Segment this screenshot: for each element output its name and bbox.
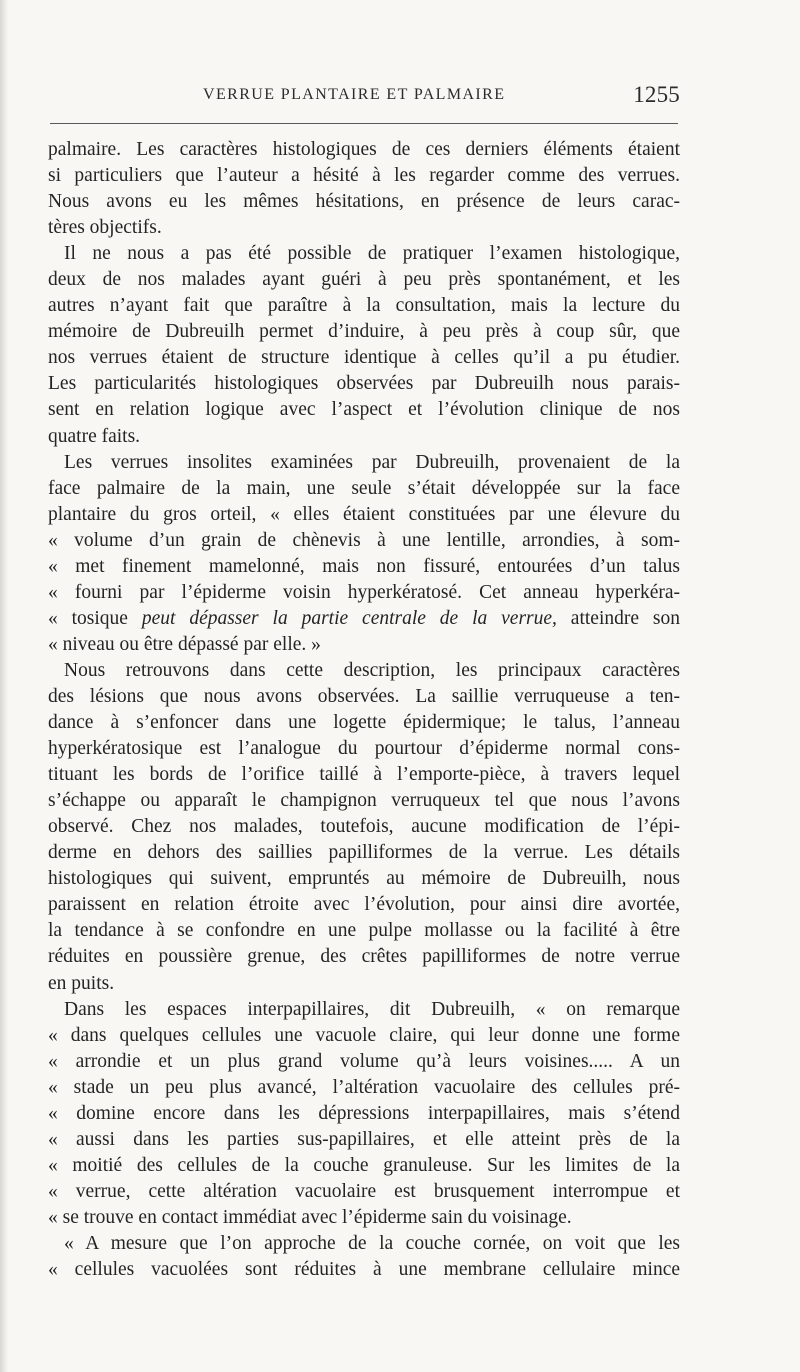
- text-line: quatre faits.: [48, 425, 141, 447]
- text-line: « volume d’un grain de chènevis à une lentille, arrondies, à som-: [48, 529, 680, 551]
- text-line: dance à s’enfoncer dans une logette épidermique; le talus, l’anneau: [48, 712, 680, 734]
- text-line: nos verrues étaient de structure identique à celles qu’il a pu étudier.: [48, 347, 680, 369]
- italic-quote: peut dépasser la partie centrale de la verrue,: [141, 607, 557, 629]
- text-line: sent en relation logique avec l’aspect et l’évolution clinique de nos: [48, 399, 680, 421]
- text-line: « dans quelques cellules une vacuole claire, qui leur donne une forme: [48, 1024, 680, 1046]
- text-line: palmaire. Les caractères histologiques de ces derniers éléments étaient: [48, 139, 680, 160]
- text-line: « stade un peu plus avancé, l’altération vacuolaire des cellules pré-: [48, 1076, 680, 1098]
- page-number: 1255: [633, 82, 680, 107]
- text-line: « niveau ou être dépassé par elle. »: [48, 633, 321, 655]
- text-line: « verrue, cette altération vacuolaire est brusquement interrompue et: [48, 1180, 680, 1202]
- scan-edge: [0, 0, 8, 1372]
- text-line: Les particularités histologiques observées par Dubreuilh nous parais-: [48, 373, 680, 395]
- text-line: derme en dehors des saillies papilliformes de la verrue. Les détails: [48, 842, 680, 864]
- text-line: hyperkératosique est l’analogue du pourtour d’épiderme normal cons-: [48, 738, 680, 760]
- text-line: « domine encore dans les dépressions interpapillaires, mais s’étend: [48, 1102, 680, 1124]
- text-line: « moitié des cellules de la couche granuleuse. Sur les limites de la: [48, 1154, 680, 1176]
- text-line: tituant les bords de l’orifice taillé à l’emporte-pièce, à travers lequel: [48, 764, 680, 786]
- text-line: s’échappe ou apparaît le champignon verruqueux tel que nous l’avons: [48, 790, 680, 812]
- text-line: en puits.: [48, 972, 115, 994]
- text-line: tères objectifs.: [48, 217, 162, 239]
- text-line: deux de nos malades ayant guéri à peu près spontanément, et les: [48, 269, 680, 291]
- body-text: [48, 137, 680, 1283]
- text-line: Nous retrouvons dans cette description, les principaux caractères: [64, 659, 680, 681]
- text-line-with-italic: [48, 606, 680, 632]
- text-line: « cellules vacuolées sont réduites à une membrane cellulaire mince: [48, 1259, 680, 1281]
- text-line: histologiques qui suivent, empruntés au mémoire de Dubreuilh, nous: [48, 868, 680, 890]
- text-line: « met finement mamelonné, mais non fissuré, entourées d’un talus: [48, 555, 680, 577]
- text-line: plantaire du gros orteil, « elles étaient constituées par une élevure du: [48, 503, 680, 525]
- text-line: paraissent en relation étroite avec l’évolution, pour ainsi dire avortée,: [48, 894, 680, 916]
- text-line: des lésions que nous avons observées. La saillie verruqueuse a ten-: [48, 685, 680, 707]
- text-line: si particuliers que l’auteur a hésité à les regarder comme des verrues.: [48, 165, 680, 187]
- running-head: [48, 82, 680, 112]
- text-line: « se trouve en contact immédiat avec l’épiderme sain du voisinage.: [48, 1206, 572, 1228]
- text-line: « aussi dans les parties sus-papillaires, et elle atteint près de la: [48, 1128, 680, 1150]
- text-run: atteindre son: [556, 607, 680, 629]
- running-title: VERRUE PLANTAIRE ET PALMAIRE: [203, 86, 506, 103]
- text-line: réduites en poussière grenue, des crêtes papilliformes de notre verrue: [48, 946, 680, 968]
- text-line: autres n’ayant fait que paraître à la consultation, mais la lecture du: [48, 295, 680, 317]
- text-line: Il ne nous a pas été possible de pratiquer l’examen histologique,: [64, 243, 680, 265]
- text-line: la tendance à se confondre en une pulpe mollasse ou la facilité à être: [48, 920, 680, 942]
- header-rule: [50, 123, 678, 125]
- text-line: « arrondie et un plus grand volume qu’à leurs voisines..... A un: [48, 1050, 680, 1072]
- text-line: mémoire de Dubreuilh permet d’induire, à peu près à coup sûr, que: [48, 321, 680, 343]
- text-run: « tosique: [48, 607, 142, 629]
- text-line: « A mesure que l’on approche de la couche cornée, on voit que les: [64, 1232, 680, 1254]
- text-line: face palmaire de la main, une seule s’était développée sur la face: [48, 477, 680, 499]
- text-line: Les verrues insolites examinées par Dubreuilh, provenaient de la: [64, 451, 680, 473]
- text-line: Dans les espaces interpapillaires, dit Dubreuilh, « on remarque: [64, 998, 680, 1020]
- text-line: observé. Chez nos malades, toutefois, aucune modification de l’épi-: [48, 816, 680, 838]
- text-line: Nous avons eu les mêmes hésitations, en présence de leurs carac-: [48, 191, 680, 213]
- text-line: « fourni par l’épiderme voisin hyperkératosé. Cet anneau hyperkéra-: [48, 581, 680, 603]
